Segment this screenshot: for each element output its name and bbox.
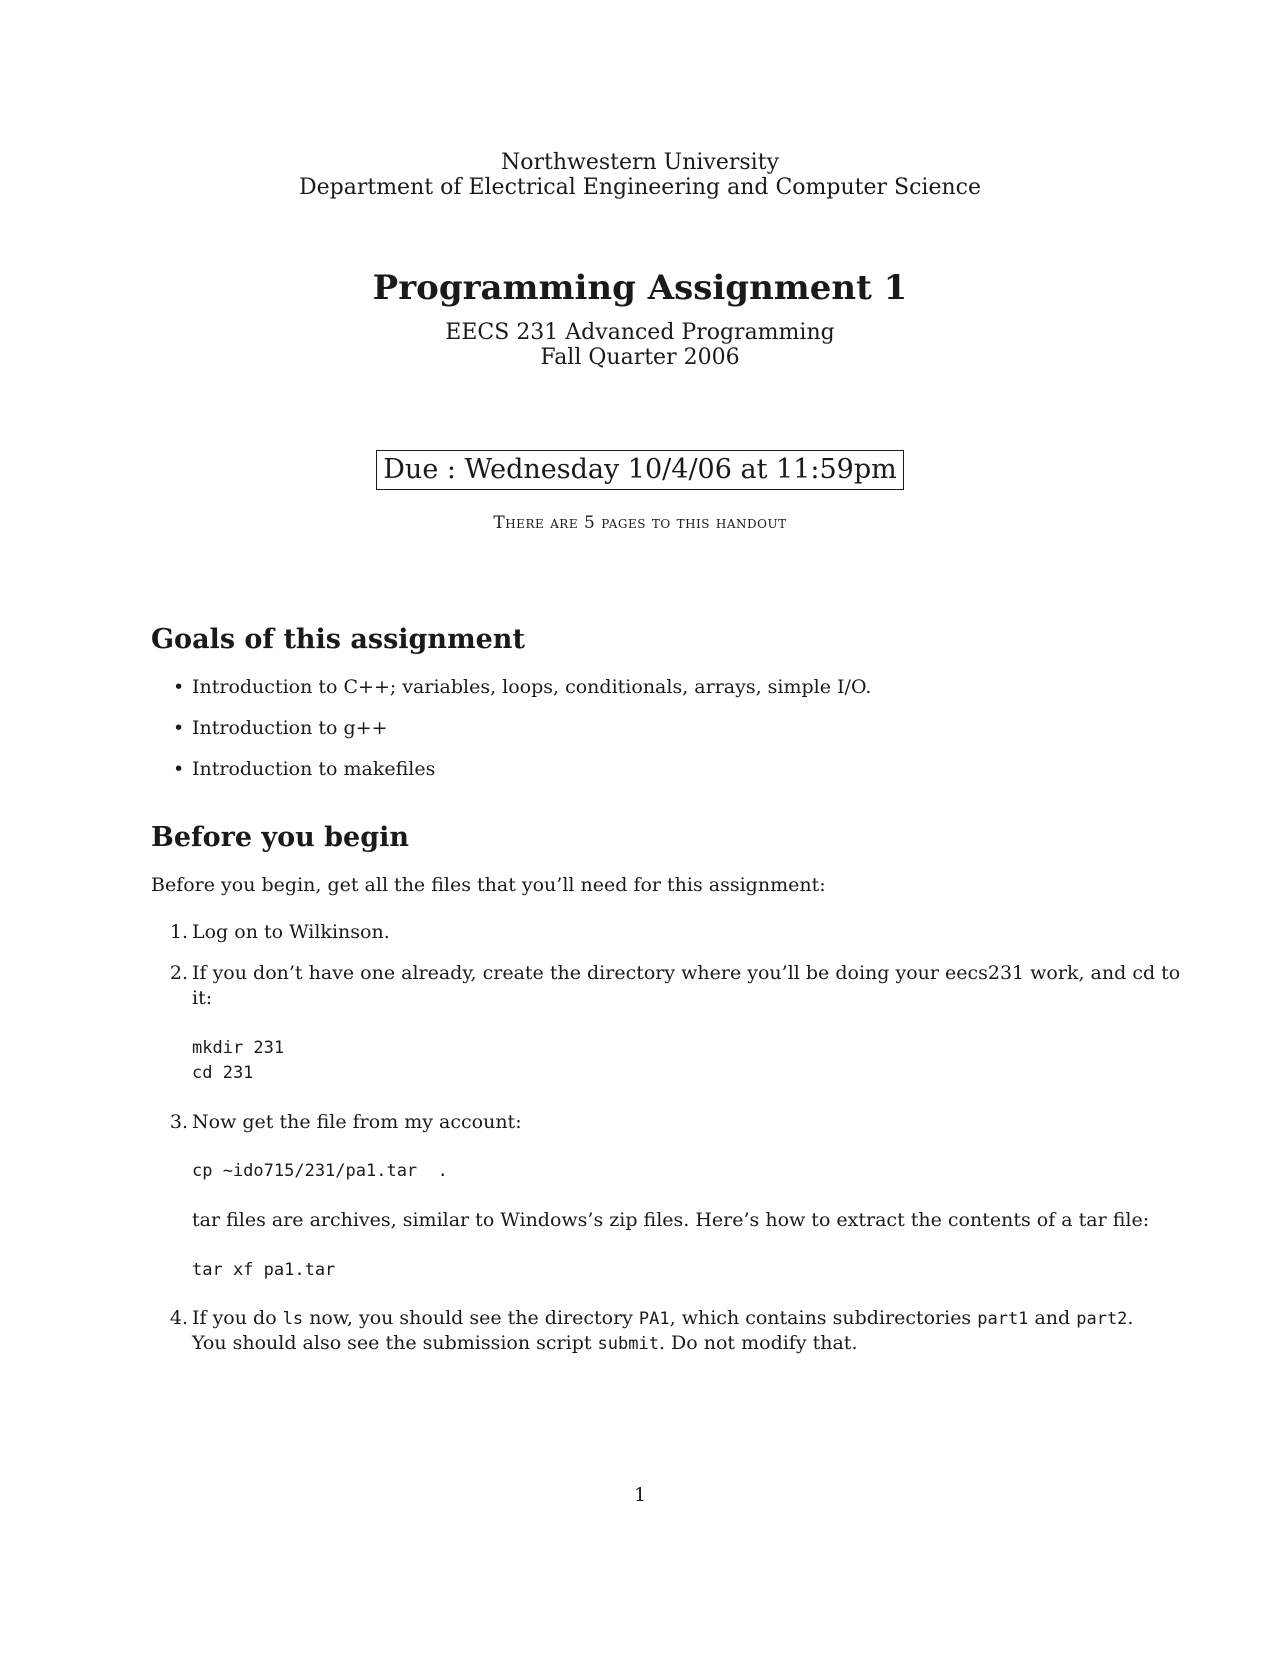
quarter: Fall Quarter 2006 — [540, 345, 740, 370]
due-date-box: Due : Wednesday 10/4/06 at 11:59pm — [376, 450, 903, 490]
goal-item: Introduction to makefiles — [192, 758, 436, 780]
step-text — [192, 1306, 1133, 1332]
step-text-continued: it: — [192, 987, 213, 1009]
inline-code: submit — [597, 1334, 659, 1354]
goal-item: Introduction to g++ — [192, 717, 388, 739]
goals-heading: Goals of this assignment — [151, 624, 525, 655]
step-text: Now get the file from my account: — [192, 1111, 522, 1133]
inline-code: ls — [282, 1309, 304, 1329]
assignment-title: Programming Assignment 1 — [372, 268, 908, 308]
due-date-wrapper — [0, 450, 1280, 490]
step-text: If you don’t have one already, create the directory where you’ll be doing your eecs231 work, and cd to — [192, 962, 1181, 984]
before-heading: Before you begin — [151, 822, 409, 853]
bullet-dot: • — [173, 758, 185, 780]
text-run: You should also see the submission script — [192, 1332, 598, 1354]
step-number: 3. — [169, 1111, 188, 1133]
step-number: 4. — [169, 1307, 188, 1329]
course-name: EECS 231 Advanced Programming — [445, 320, 835, 345]
text-run: If you do — [192, 1307, 283, 1329]
step-note: tar files are archives, similar to Windows’s zip files. Here’s how to extract the contents of a tar file: — [192, 1209, 1150, 1231]
text-run: and — [1028, 1307, 1077, 1329]
step-text-continued — [192, 1331, 858, 1357]
before-intro: Before you begin, get all the files that you’ll need for this assignment: — [151, 874, 826, 896]
department-name: Department of Electrical Engineering and Computer Science — [298, 175, 981, 200]
university-name: Northwestern University — [500, 150, 779, 175]
bullet-dot: • — [173, 717, 185, 739]
step-number: 2. — [169, 962, 188, 984]
goal-item: Introduction to C++; variables, loops, conditionals, arrays, simple I/O. — [192, 676, 872, 698]
handout-note: There are 5 pages to this handout — [493, 513, 787, 533]
bullet-dot: • — [173, 676, 185, 698]
code-line: mkdir 231 — [192, 1038, 285, 1058]
page-number: 1 — [633, 1484, 647, 1506]
code-line: cd 231 — [192, 1063, 254, 1083]
text-run: , which contains subdirectories — [669, 1307, 978, 1329]
inline-code: PA1 — [638, 1309, 670, 1329]
step-text: Log on to Wilkinson. — [192, 921, 390, 943]
text-run: . Do not modify that. — [658, 1332, 858, 1354]
inline-code: part1 — [977, 1309, 1029, 1329]
step-number: 1. — [169, 921, 188, 943]
code-line: tar xf pa1.tar — [192, 1260, 336, 1280]
inline-code: part2 — [1076, 1309, 1128, 1329]
text-run: now, you should see the directory — [303, 1307, 639, 1329]
text-run: . — [1127, 1307, 1134, 1329]
code-line: cp ~ido715/231/pa1.tar . — [192, 1161, 448, 1181]
